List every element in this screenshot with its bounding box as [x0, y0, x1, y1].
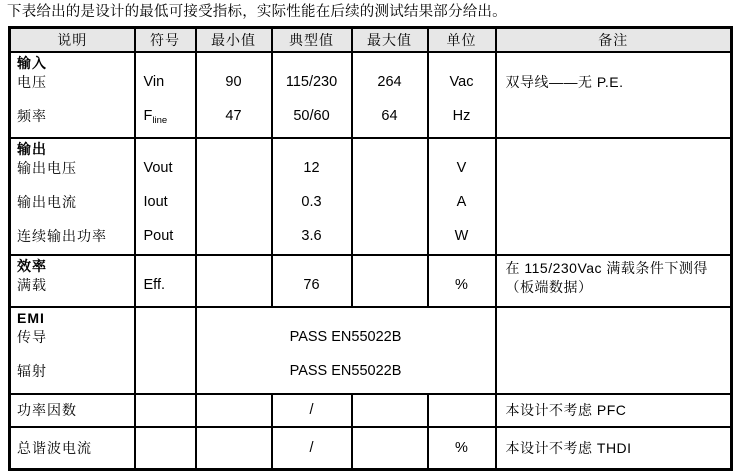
output-current-label: 输出电流	[17, 193, 77, 210]
thd-label-cell: 总谐波电流	[10, 427, 135, 470]
efficiency-typ-cell	[272, 255, 352, 307]
efficiency-min-cell	[196, 255, 272, 307]
efficiency-unit-cell	[428, 255, 496, 307]
pf-note-cell: 本设计不考虑 PFC	[496, 394, 732, 427]
output-unit-cell	[428, 138, 496, 255]
input-symbol-cell	[135, 52, 196, 138]
output-current-symbol: Iout	[143, 193, 168, 210]
header-desc: 说明	[10, 28, 135, 52]
output-current-unit: A	[456, 193, 467, 210]
row-power-factor	[10, 394, 732, 427]
pf-symbol-cell	[135, 394, 196, 427]
emi-desc-cell	[10, 307, 135, 394]
input-voltage-max: 264	[377, 73, 402, 90]
efficiency-typ: 76	[303, 276, 320, 293]
input-voltage-symbol: Vin	[143, 73, 165, 90]
header-typ: 典型值	[272, 28, 352, 52]
input-frequency-symbol	[144, 106, 195, 126]
section-input	[10, 52, 732, 138]
output-power-typ: 3.6	[301, 227, 322, 244]
input-voltage-typ: 115/230	[285, 73, 338, 90]
header-row	[10, 28, 732, 52]
input-desc-cell	[10, 52, 135, 138]
pf-min-cell	[196, 394, 272, 427]
output-title: 输出	[17, 140, 47, 157]
thd-symbol-cell	[135, 427, 196, 470]
thd-unit-cell: %	[428, 427, 496, 470]
section-efficiency	[10, 255, 732, 307]
efficiency-symbol: Eff.	[143, 276, 165, 293]
efficiency-note-line2: （板端数据）	[505, 278, 593, 295]
input-frequency-typ: 50/60	[293, 107, 330, 124]
efficiency-max-cell	[352, 255, 428, 307]
input-note: 双导线——无 P.E.	[505, 73, 624, 90]
intro-text: 下表给出的是设计的最低可接受指标，实际性能在后续的测试结果部分给出。	[7, 4, 507, 20]
input-frequency-min: 47	[225, 107, 242, 124]
emi-conducted-label: 传导	[17, 328, 47, 345]
output-power-symbol: Pout	[143, 227, 174, 244]
input-frequency-unit: Hz	[452, 107, 471, 124]
input-note-cell	[496, 52, 732, 138]
input-voltage-unit: Vac	[449, 73, 474, 90]
efficiency-note-cell	[496, 255, 732, 307]
header-note: 备注	[496, 28, 732, 52]
input-max-cell	[352, 52, 428, 138]
input-voltage-label: 电压	[17, 73, 47, 90]
efficiency-unit: %	[455, 276, 468, 293]
output-typ-cell	[272, 138, 352, 255]
pf-max-cell	[352, 394, 428, 427]
thd-max-cell	[352, 427, 428, 470]
emi-radiated-result: PASS EN55022B	[289, 362, 402, 379]
section-output	[10, 138, 732, 255]
output-voltage-typ: 12	[303, 159, 320, 176]
input-frequency-label: 频率	[17, 107, 47, 124]
pf-unit-cell	[428, 394, 496, 427]
header-max: 最大值	[352, 28, 428, 52]
emi-note-cell	[496, 307, 732, 394]
efficiency-desc-cell	[10, 255, 135, 307]
header-unit: 单位	[428, 28, 496, 52]
output-min-cell	[196, 138, 272, 255]
input-frequency-max: 64	[381, 107, 398, 124]
output-current-typ: 0.3	[301, 193, 322, 210]
emi-radiated-label: 辐射	[17, 362, 47, 379]
thd-typ-cell: /	[272, 427, 352, 470]
output-desc-cell	[10, 138, 135, 255]
header-symbol: 符号	[135, 28, 196, 52]
emi-title: EMI	[17, 309, 45, 326]
input-min-cell	[196, 52, 272, 138]
pf-typ-cell: /	[272, 394, 352, 427]
efficiency-symbol-cell	[135, 255, 196, 307]
thd-min-cell	[196, 427, 272, 470]
output-voltage-unit: V	[456, 159, 467, 176]
efficiency-label: 满载	[17, 276, 47, 293]
output-power-unit: W	[454, 227, 469, 244]
input-typ-cell	[272, 52, 352, 138]
row-thd	[10, 427, 732, 470]
pf-label-cell: 功率因数	[10, 394, 135, 427]
output-power-label: 连续输出功率	[17, 227, 107, 244]
output-note-cell	[496, 138, 732, 255]
input-unit-cell	[428, 52, 496, 138]
frequency-symbol-subscript: line	[152, 114, 168, 126]
output-symbol-cell	[135, 138, 196, 255]
input-voltage-min: 90	[225, 73, 242, 90]
emi-symbol-cell	[135, 307, 196, 394]
frequency-symbol-base: F	[143, 107, 153, 124]
emi-result-cell	[196, 307, 496, 394]
input-title: 输入	[17, 54, 47, 71]
output-voltage-label: 输出电压	[17, 159, 77, 176]
output-max-cell	[352, 138, 428, 255]
thd-note-cell: 本设计不考虑 THDI	[496, 427, 732, 470]
efficiency-note-line1: 在 115/230Vac 满载条件下测得	[505, 259, 708, 276]
emi-conducted-result: PASS EN55022B	[289, 328, 402, 345]
header-min: 最小值	[196, 28, 272, 52]
output-voltage-symbol: Vout	[143, 159, 173, 176]
efficiency-title: 效率	[17, 257, 47, 274]
section-emi	[10, 307, 732, 394]
spec-table	[8, 26, 733, 471]
